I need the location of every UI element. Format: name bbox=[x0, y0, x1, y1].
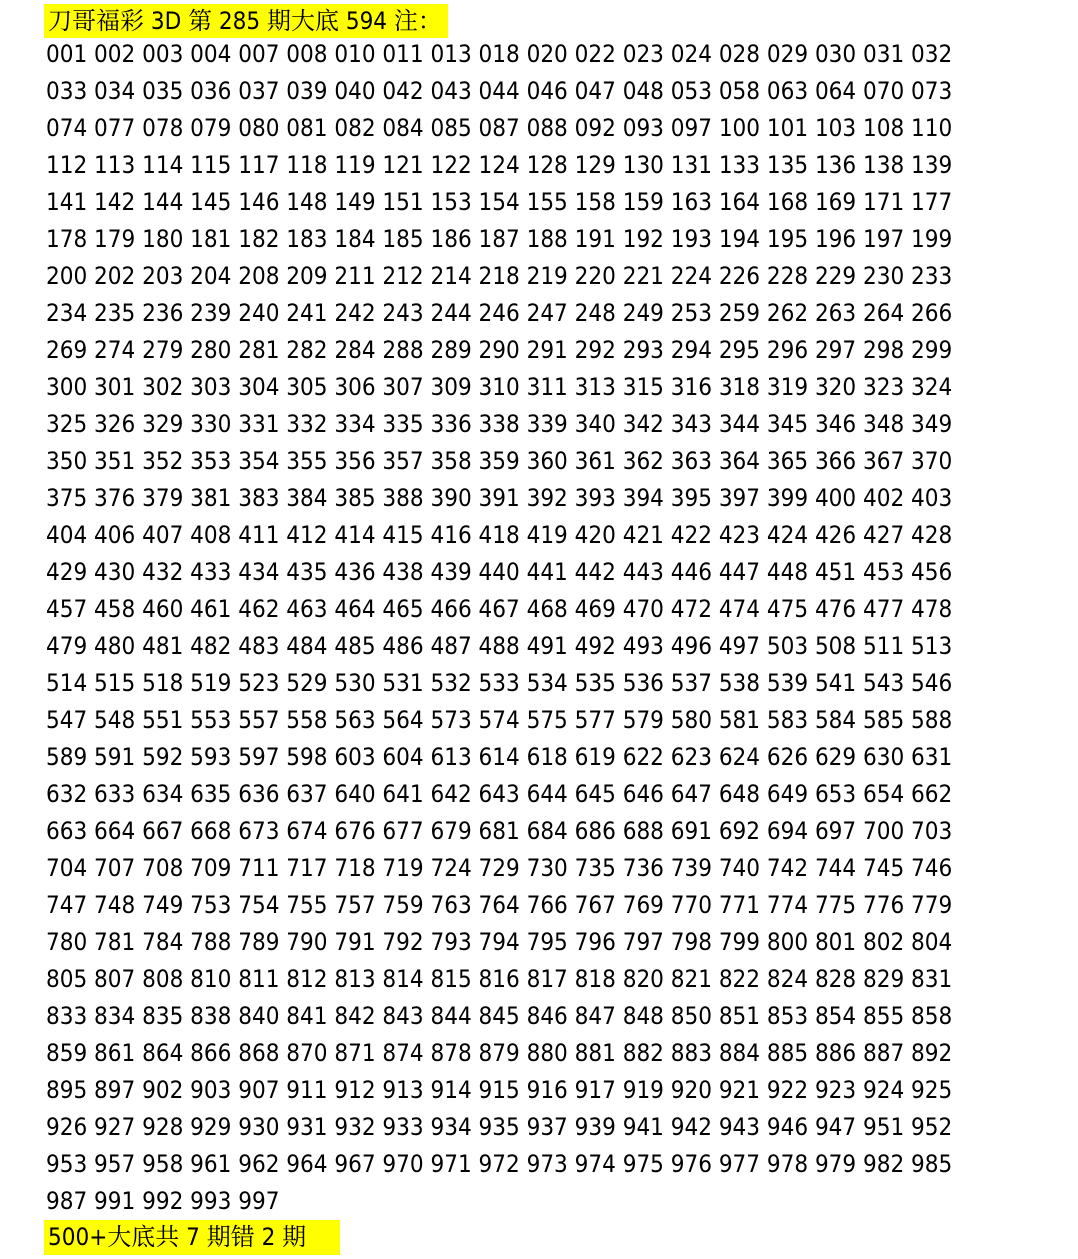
number-row: 895 897 902 903 907 911 912 913 914 915 916 917 919 920 921 922 923 924 925 bbox=[46, 1076, 953, 1104]
number-row: 589 591 592 593 597 598 603 604 613 614 618 619 622 623 624 626 629 630 631 bbox=[46, 743, 953, 771]
number-row: 112 113 114 115 117 118 119 121 122 124 128 129 130 131 133 135 136 138 139 bbox=[46, 151, 953, 179]
number-row: 780 781 784 788 789 790 791 792 793 794 795 796 797 798 799 800 801 802 804 bbox=[46, 928, 953, 956]
number-row: 953 957 958 961 962 964 967 970 971 972 973 974 975 976 977 978 979 982 985 bbox=[46, 1150, 953, 1178]
number-row: 663 664 667 668 673 674 676 677 679 681 684 686 688 691 692 694 697 700 703 bbox=[46, 817, 953, 845]
number-row: 479 480 481 482 483 484 485 486 487 488 491 492 493 496 497 503 508 511 513 bbox=[46, 632, 953, 660]
number-row: 234 235 236 239 240 241 242 243 244 246 247 248 249 253 259 262 263 264 266 bbox=[46, 299, 953, 327]
number-row: 833 834 835 838 840 841 842 843 844 845 846 847 848 850 851 853 854 855 858 bbox=[46, 1002, 953, 1030]
number-row: 859 861 864 866 868 870 871 874 878 879 880 881 882 883 884 885 886 887 892 bbox=[46, 1039, 953, 1067]
number-row: 457 458 460 461 462 463 464 465 466 467 468 469 470 472 474 475 476 477 478 bbox=[46, 595, 953, 623]
number-row: 269 274 279 280 281 282 284 288 289 290 291 292 293 294 295 296 297 298 299 bbox=[46, 336, 953, 364]
number-row: 074 077 078 079 080 081 082 084 085 087 088 092 093 097 100 101 103 108 110 bbox=[46, 114, 953, 142]
number-row: 926 927 928 929 930 931 932 933 934 935 937 939 941 942 943 946 947 951 952 bbox=[46, 1113, 953, 1141]
number-row: 704 707 708 709 711 717 718 719 724 729 730 735 736 739 740 742 744 745 746 bbox=[46, 854, 953, 882]
number-list bbox=[46, 36, 1046, 1220]
number-row: 429 430 432 433 434 435 436 438 439 440 441 442 443 446 447 448 451 453 456 bbox=[46, 558, 953, 586]
number-row: 300 301 302 303 304 305 306 307 309 310 311 313 315 316 318 319 320 323 324 bbox=[46, 373, 953, 401]
number-row: 987 991 992 993 997 bbox=[46, 1187, 280, 1215]
number-row: 350 351 352 353 354 355 356 357 358 359 360 361 362 363 364 365 366 367 370 bbox=[46, 447, 953, 475]
number-row: 325 326 329 330 331 332 334 335 336 338 339 340 342 343 344 345 346 348 349 bbox=[46, 410, 953, 438]
number-row: 141 142 144 145 146 148 149 151 153 154 155 158 159 163 164 168 169 171 177 bbox=[46, 188, 953, 216]
number-row: 632 633 634 635 636 637 640 641 642 643 644 645 646 647 648 649 653 654 662 bbox=[46, 780, 953, 808]
number-row: 001 002 003 004 007 008 010 011 013 018 020 022 023 024 028 029 030 031 032 bbox=[46, 40, 953, 68]
number-row: 404 406 407 408 411 412 414 415 416 418 419 420 421 422 423 424 426 427 428 bbox=[46, 521, 953, 549]
page-title: 刀哥福彩 3D 第 285 期大底 594 注： bbox=[44, 4, 448, 38]
number-row: 805 807 808 810 811 812 813 814 815 816 817 818 820 821 822 824 828 829 831 bbox=[46, 965, 953, 993]
number-row: 514 515 518 519 523 529 530 531 532 533 534 535 536 537 538 539 541 543 546 bbox=[46, 669, 953, 697]
number-row: 747 748 749 753 754 755 757 759 763 764 766 767 769 770 771 774 775 776 779 bbox=[46, 891, 953, 919]
number-row: 178 179 180 181 182 183 184 185 186 187 188 191 192 193 194 195 196 197 199 bbox=[46, 225, 953, 253]
number-row: 200 202 203 204 208 209 211 212 214 218 219 220 221 224 226 228 229 230 233 bbox=[46, 262, 953, 290]
number-row: 375 376 379 381 383 384 385 388 390 391 392 393 394 395 397 399 400 402 403 bbox=[46, 484, 953, 512]
number-row: 547 548 551 553 557 558 563 564 573 574 575 577 579 580 581 583 584 585 588 bbox=[46, 706, 953, 734]
number-row: 033 034 035 036 037 039 040 042 043 044 046 047 048 053 058 063 064 070 073 bbox=[46, 77, 953, 105]
footer-note: 500+大底共 7 期错 2 期 bbox=[44, 1220, 340, 1255]
